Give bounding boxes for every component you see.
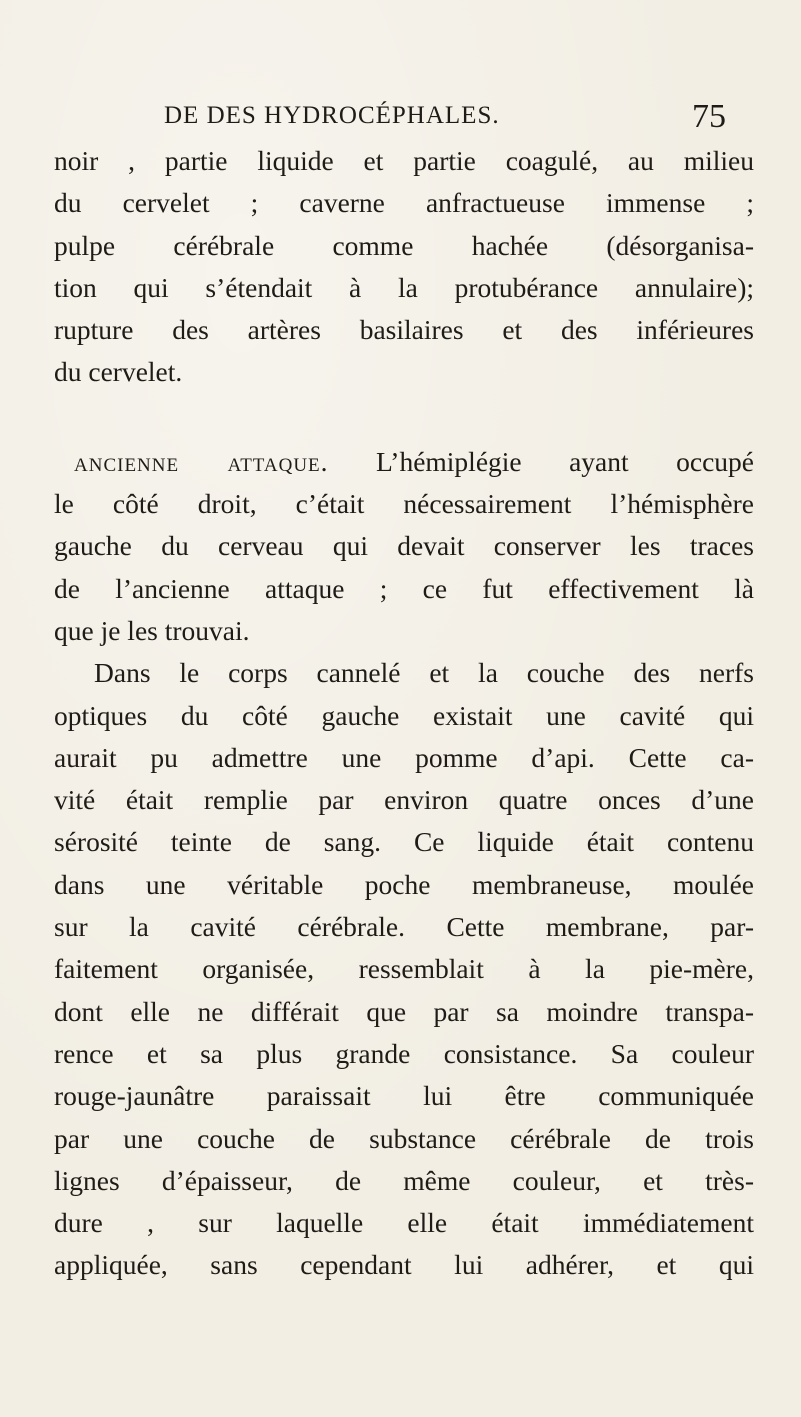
section-lead: ancienne attaque. xyxy=(74,445,329,477)
text-line-rest: L’hémiplégie ayant occupé xyxy=(376,445,755,477)
paragraph-gap xyxy=(54,394,754,441)
text-line: aurait pu admettre une pomme d’api. Cette ca- xyxy=(54,741,754,773)
running-head-title: DE DES HYDROCÉPHALES. xyxy=(164,102,500,129)
text-line: sérosité teinte de sang. Ce liquide était contenu xyxy=(54,826,754,858)
page-number: 75 xyxy=(692,98,726,135)
text-line: par une couche de substance cérébrale de trois xyxy=(54,1122,754,1154)
text-line: que je les trouvai. xyxy=(54,614,250,646)
text-line: du cervelet ; caverne anfractueuse immense ; xyxy=(54,187,754,219)
text-line: pulpe cérébrale comme hachée (désorganisa- xyxy=(54,229,754,261)
text-line: gauche du cerveau qui devait conserver les traces xyxy=(54,530,754,562)
text-line: Dans le corps cannelé et la couche des nerfs xyxy=(94,657,754,689)
text-line: rence et sa plus grande consistance. Sa couleur xyxy=(54,1037,754,1069)
text-line: dure , sur laquelle elle était immédiatement xyxy=(54,1207,754,1239)
text-line: sur la cavité cérébrale. Cette membrane, par- xyxy=(54,911,754,943)
text-line: noir , partie liquide et partie coagulé, au milieu xyxy=(54,145,754,176)
text-line: vité était remplie par environ quatre onces d’une xyxy=(54,784,754,816)
text-line: rupture des artères basilaires et des inférieures xyxy=(54,314,754,346)
running-head xyxy=(0,98,801,142)
text-line: dont elle ne différait que par sa moindre transpa- xyxy=(54,995,754,1027)
text-line: le côté droit, c’était nécessairement l’hémisphère xyxy=(54,488,754,520)
text-line: optiques du côté gauche existait une cavité qui xyxy=(54,699,754,731)
text-line: du cervelet. xyxy=(54,356,183,388)
text-line: dans une véritable poche membraneuse, moulée xyxy=(54,868,754,900)
text-line: de l’ancienne attaque ; ce fut effectivement là xyxy=(54,572,754,604)
text-line: tion qui s’étendait à la protubérance annulaire); xyxy=(54,271,754,303)
text-line: appliquée, sans cependant lui adhérer, et qui xyxy=(54,1249,754,1281)
text-line: faitement organisée, ressemblait à la pie-mère, xyxy=(54,953,754,985)
text-line: lignes d’épaisseur, de même couleur, et très- xyxy=(54,1164,754,1196)
text-line xyxy=(54,441,754,483)
body-text xyxy=(54,140,754,1287)
text-line: rouge-jaunâtre paraissait lui être communiquée xyxy=(54,1080,754,1112)
